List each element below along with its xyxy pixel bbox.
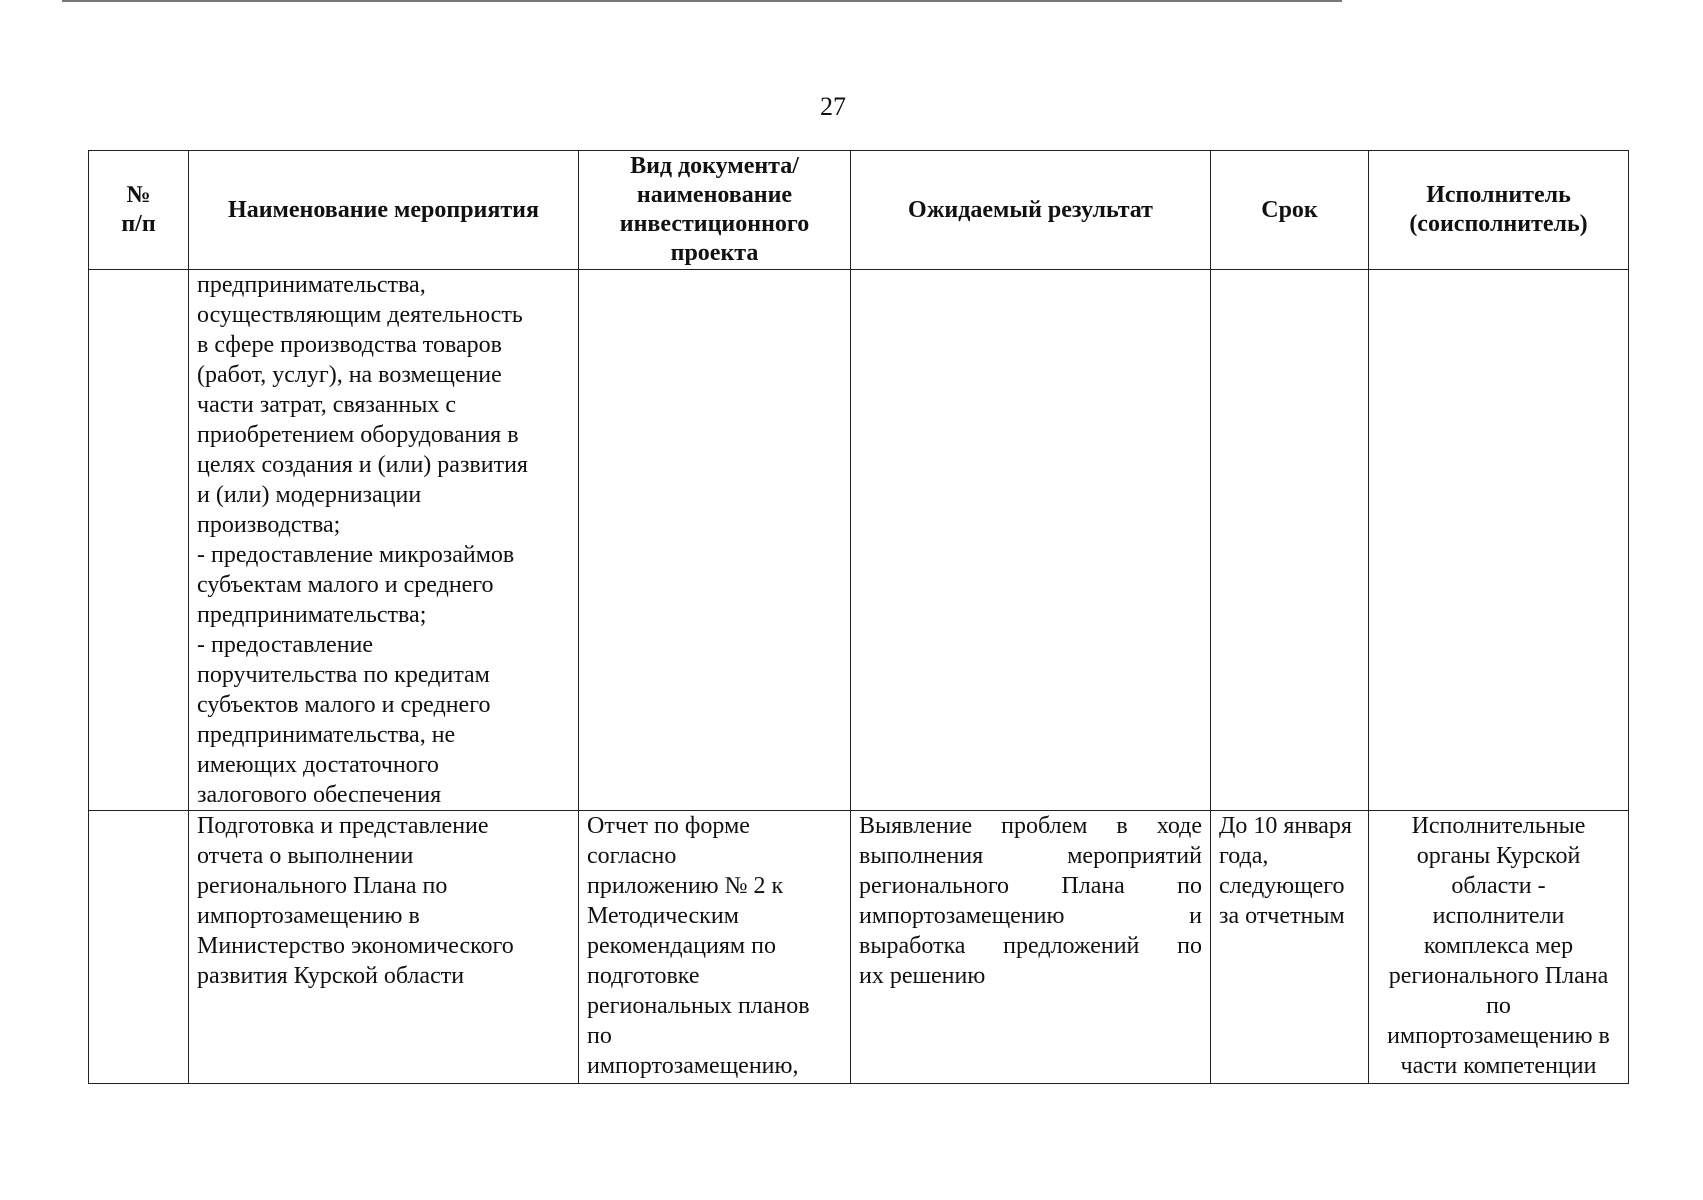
row2-deadline: До 10 января года, следующего за отчетным <box>1211 811 1369 1084</box>
table-row <box>89 811 1629 1084</box>
row1-doc-type <box>579 270 851 811</box>
measures-table <box>88 150 1629 1084</box>
top-rule <box>62 0 1342 2</box>
header-deadline: Срок <box>1211 151 1369 270</box>
table-row <box>89 270 1629 811</box>
header-doc-type: Вид документа/ наименование инвестиционного проекта <box>579 151 851 270</box>
row1-name: предпринимательства, осуществляющим деятельность в сфере производства товаров (работ, услуг), на возмещение части затрат, связанных с приобретением оборудования в целях создания и (или) развития и (или) модернизации производства; - предоставление микрозаймов субъектам малого и среднего предпринимательства; - предоставление поручительства по кредитам субъектов малого и среднего предпринимательства, не имеющих достаточного залогового обеспечения <box>189 270 579 811</box>
header-result: Ожидаемый результат <box>851 151 1211 270</box>
row1-result <box>851 270 1211 811</box>
row2-name: Подготовка и представление отчета о выполнении регионального Плана по импортозамещению в Министерство экономического развития Курской области <box>189 811 579 1084</box>
row2-result: Выявление проблем в ходе выполнения мероприятий регионального Плана по импортозамещению и выработка предложений по их решению <box>851 811 1211 1084</box>
row1-num <box>89 270 189 811</box>
header-executor: Исполнитель (соисполнитель) <box>1369 151 1629 270</box>
table-header-row <box>89 151 1629 270</box>
row2-doc-type: Отчет по форме согласно приложению № 2 к Методическим рекомендациям по подготовке региональных планов по импортозамещению, <box>579 811 851 1084</box>
row2-executor: Исполнительные органы Курской области - исполнители комплекса мер регионального Плана по импортозамещению в части компетенции <box>1369 811 1629 1084</box>
row2-num <box>89 811 189 1084</box>
page-number: 27 <box>820 92 846 121</box>
row1-deadline <box>1211 270 1369 811</box>
header-num: № п/п <box>89 151 189 270</box>
header-name: Наименование мероприятия <box>189 151 579 270</box>
row1-executor <box>1369 270 1629 811</box>
